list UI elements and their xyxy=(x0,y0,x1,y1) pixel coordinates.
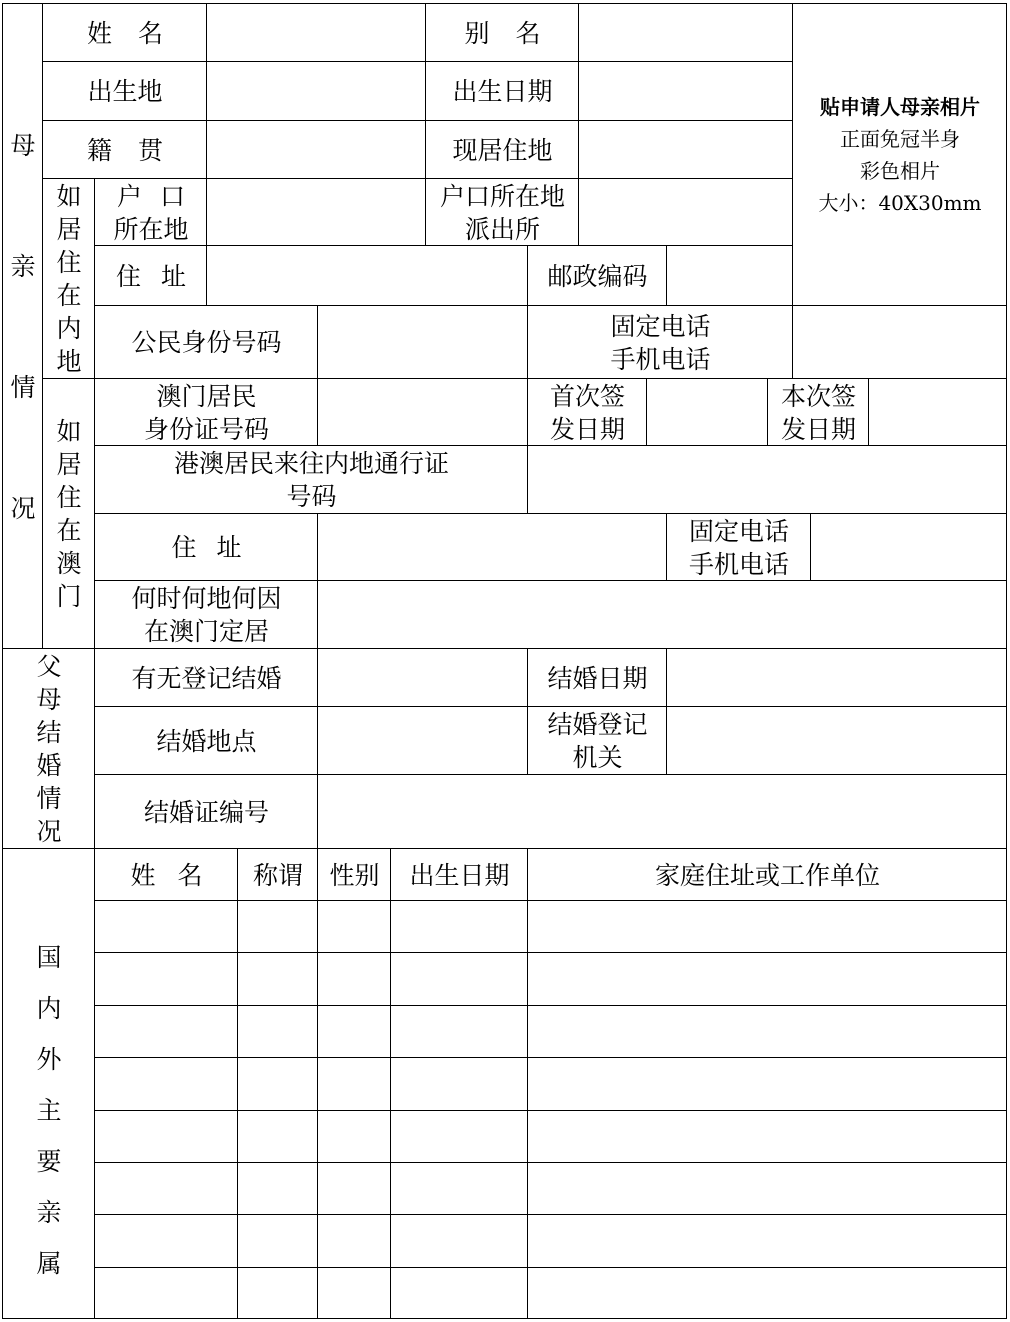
label-marriage-date: 结婚日期 xyxy=(527,648,667,707)
rel-gender-cell[interactable] xyxy=(317,1267,391,1319)
rel-name-cell[interactable] xyxy=(94,1110,238,1163)
rel-gender-cell[interactable] xyxy=(317,952,391,1006)
field-registered[interactable] xyxy=(317,648,528,707)
rel-name-cell[interactable] xyxy=(94,1005,238,1058)
rel-birthdate-cell[interactable] xyxy=(390,1214,528,1268)
header-address: 家庭住址或工作单位 xyxy=(527,848,1007,901)
label-registered: 有无登记结婚 xyxy=(94,648,318,707)
photo-title: 贴申请人母亲相片 xyxy=(820,95,980,119)
rel-birthdate-cell[interactable] xyxy=(390,1005,528,1058)
rel-birthdate-cell[interactable] xyxy=(390,1057,528,1111)
label-permit: 港澳居民来往内地通行证 号码 xyxy=(94,445,528,514)
rel-address-cell[interactable] xyxy=(527,900,1007,953)
rel-name-cell[interactable] xyxy=(94,1162,238,1215)
rel-relation-cell[interactable] xyxy=(237,1005,318,1058)
label-residence: 现居住地 xyxy=(425,120,579,179)
marriage-section-label: 父 母 结 婚 情 况 xyxy=(2,648,95,849)
label-name: 姓 名 xyxy=(42,3,207,62)
field-birthplace[interactable] xyxy=(206,61,426,121)
field-macau-phones[interactable] xyxy=(810,513,1007,581)
rel-gender-cell[interactable] xyxy=(317,1110,391,1163)
macau-label: 如 居 住 在 澳 门 xyxy=(42,378,95,649)
rel-relation-cell[interactable] xyxy=(237,1110,318,1163)
rel-name-cell[interactable] xyxy=(94,1267,238,1319)
field-native-place[interactable] xyxy=(206,120,426,179)
label-native-place: 籍 贯 xyxy=(42,120,207,179)
rel-gender-cell[interactable] xyxy=(317,1057,391,1111)
label-macau-address: 住 址 xyxy=(94,513,318,581)
rel-birthdate-cell[interactable] xyxy=(390,900,528,953)
label-this-issue: 本次签 发日期 xyxy=(767,378,869,446)
label-phones: 固定电话 手机电话 xyxy=(527,305,793,379)
rel-address-cell[interactable] xyxy=(527,1005,1007,1058)
field-marriage-office[interactable] xyxy=(666,706,1007,775)
field-alias[interactable] xyxy=(578,3,793,62)
rel-name-cell[interactable] xyxy=(94,1214,238,1268)
section-char: 母 xyxy=(10,130,36,160)
header-gender: 性别 xyxy=(317,848,391,901)
rel-address-cell[interactable] xyxy=(527,952,1007,1006)
field-first-issue[interactable] xyxy=(646,378,768,446)
rel-birthdate-cell[interactable] xyxy=(390,1162,528,1215)
rel-address-cell[interactable] xyxy=(527,1162,1007,1215)
field-settle[interactable] xyxy=(317,580,1007,649)
relatives-section-label: 国 内 外 主 要 亲 属 xyxy=(2,848,95,1319)
label-postcode: 邮政编码 xyxy=(527,245,667,306)
section-char: 况 xyxy=(10,493,36,523)
label-macau-id: 澳门居民 身份证号码 xyxy=(94,378,318,446)
label-alias: 别 名 xyxy=(425,3,579,62)
field-cert-no[interactable] xyxy=(317,774,1007,849)
label-macau-phones: 固定电话 手机电话 xyxy=(666,513,811,581)
rel-birthdate-cell[interactable] xyxy=(390,1110,528,1163)
field-this-issue[interactable] xyxy=(868,378,1007,446)
rel-birthdate-cell[interactable] xyxy=(390,1267,528,1319)
rel-birthdate-cell[interactable] xyxy=(390,952,528,1006)
field-postcode[interactable] xyxy=(666,245,793,306)
label-address: 住 址 xyxy=(94,245,207,306)
field-hukou-police[interactable] xyxy=(578,178,793,246)
photo-line3: 大小：40X30mm xyxy=(818,191,982,215)
photo-line2: 彩色相片 xyxy=(860,159,940,183)
label-hukou-location: 户 口 所在地 xyxy=(94,178,207,246)
label-birthplace: 出生地 xyxy=(42,61,207,121)
rel-name-cell[interactable] xyxy=(94,952,238,1006)
rel-gender-cell[interactable] xyxy=(317,900,391,953)
field-macau-address[interactable] xyxy=(317,513,667,581)
rel-name-cell[interactable] xyxy=(94,900,238,953)
mother-section-label xyxy=(2,3,43,649)
field-name[interactable] xyxy=(206,3,426,62)
rel-relation-cell[interactable] xyxy=(237,952,318,1006)
rel-gender-cell[interactable] xyxy=(317,1214,391,1268)
field-phones[interactable] xyxy=(792,305,1007,379)
label-marriage-place: 结婚地点 xyxy=(94,706,318,775)
rel-relation-cell[interactable] xyxy=(237,1214,318,1268)
header-relation: 称谓 xyxy=(237,848,318,901)
section-char: 亲 xyxy=(10,251,36,281)
field-citizen-id[interactable] xyxy=(317,305,528,379)
label-cert-no: 结婚证编号 xyxy=(94,774,318,849)
rel-address-cell[interactable] xyxy=(527,1057,1007,1111)
photo-line1: 正面免冠半身 xyxy=(840,127,960,151)
label-first-issue: 首次签 发日期 xyxy=(527,378,647,446)
label-marriage-office: 结婚登记 机关 xyxy=(527,706,667,775)
photo-box[interactable] xyxy=(792,3,1007,306)
mainland-label: 如 居 住 在 内 地 xyxy=(42,178,95,379)
rel-address-cell[interactable] xyxy=(527,1214,1007,1268)
field-macau-id[interactable] xyxy=(317,378,528,446)
rel-address-cell[interactable] xyxy=(527,1110,1007,1163)
rel-name-cell[interactable] xyxy=(94,1057,238,1111)
rel-gender-cell[interactable] xyxy=(317,1162,391,1215)
header-name: 姓 名 xyxy=(94,848,238,901)
rel-relation-cell[interactable] xyxy=(237,1162,318,1215)
rel-relation-cell[interactable] xyxy=(237,1267,318,1319)
field-address[interactable] xyxy=(206,245,528,306)
label-birthdate: 出生日期 xyxy=(425,61,579,121)
field-marriage-place[interactable] xyxy=(317,706,528,775)
header-birthdate: 出生日期 xyxy=(390,848,528,901)
label-hukou-police: 户口所在地 派出所 xyxy=(425,178,579,246)
field-hukou-location[interactable] xyxy=(206,178,426,246)
field-permit[interactable] xyxy=(527,445,1007,514)
rel-relation-cell[interactable] xyxy=(237,900,318,953)
rel-gender-cell[interactable] xyxy=(317,1005,391,1058)
rel-relation-cell[interactable] xyxy=(237,1057,318,1111)
label-citizen-id: 公民身份号码 xyxy=(94,305,318,379)
field-birthdate[interactable] xyxy=(578,61,793,121)
rel-address-cell[interactable] xyxy=(527,1267,1007,1319)
field-marriage-date[interactable] xyxy=(666,648,1007,707)
section-char: 情 xyxy=(10,372,36,402)
label-settle: 何时何地何因 在澳门定居 xyxy=(94,580,318,649)
field-residence[interactable] xyxy=(578,120,793,179)
